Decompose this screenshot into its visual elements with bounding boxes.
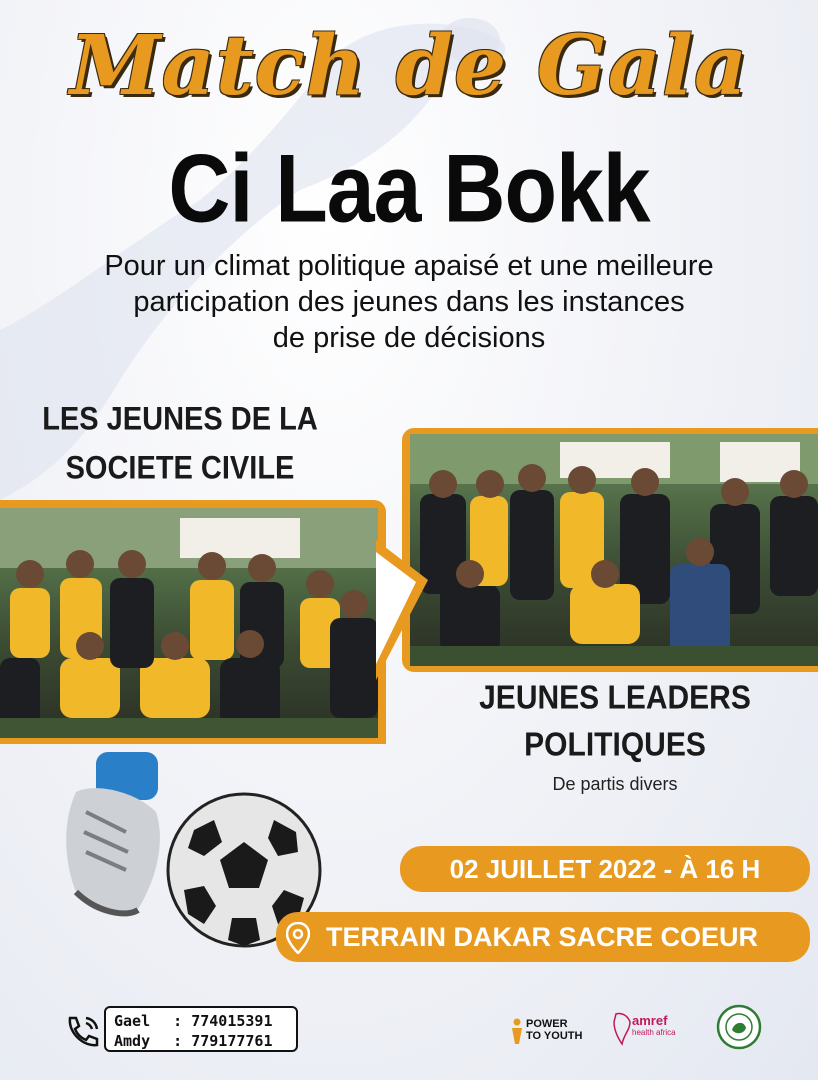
team-civil-label (30, 395, 330, 494)
subtitle (10, 248, 808, 356)
contact-box (104, 1006, 298, 1052)
p2y-figure-icon (510, 1018, 524, 1044)
amref-logo (612, 1010, 688, 1050)
location-pin-icon (286, 922, 310, 954)
event-location-badge: TERRAIN DAKAR SACRE COEUR (276, 912, 810, 962)
subtitle-line-1: Pour un climat politique apaisé et une meilleure (104, 250, 714, 282)
team-civil-line-2: SOCIETE CIVILE (65, 450, 295, 487)
p2y-line-2: TO YOUTH (526, 1030, 583, 1042)
p2y-line-1: POWER (526, 1018, 568, 1030)
contact-number[interactable]: : 774015391 (173, 1012, 273, 1030)
contact-name: Gael (114, 1012, 151, 1030)
group-photo-illustration-left (0, 508, 378, 738)
connector-arrow-shape (368, 540, 428, 680)
team-civil-line-1: LES JEUNES DE LA (42, 401, 318, 438)
main-title: Ci Laa Bokk (168, 135, 650, 243)
subtitle-line-2: participation des jeunes dans les instances (133, 286, 685, 318)
organization-seal-logo (716, 1004, 762, 1050)
group-photo-illustration-right (410, 434, 818, 666)
subtitle-line-3: de prise de décisions (272, 322, 546, 354)
team-politique-line-2: POLITIQUES (524, 726, 706, 764)
team-politique-line-1: JEUNES LEADERS (479, 679, 751, 717)
contact-row-amdy (114, 1031, 296, 1051)
amref-line-2: health africa (632, 1028, 676, 1037)
amref-line-1: amref (632, 1013, 668, 1028)
team-politique-label (430, 675, 800, 769)
phone-icon (64, 1014, 102, 1050)
event-date-badge: 02 JUILLET 2022 - À 16 H (400, 846, 810, 892)
africa-outline-icon (612, 1012, 632, 1046)
contact-row-gael (114, 1011, 296, 1031)
team-politique-subtitle: De partis divers (552, 774, 678, 794)
script-title: Match de Gala (69, 18, 749, 114)
photo-civil-society-group (0, 508, 378, 738)
power-to-youth-logo (510, 1014, 590, 1050)
contact-number[interactable]: : 779177761 (173, 1032, 273, 1050)
photo-political-leaders-group (410, 434, 818, 666)
soccer-shoe-illustration (56, 752, 176, 922)
contact-name: Amdy (114, 1032, 151, 1050)
